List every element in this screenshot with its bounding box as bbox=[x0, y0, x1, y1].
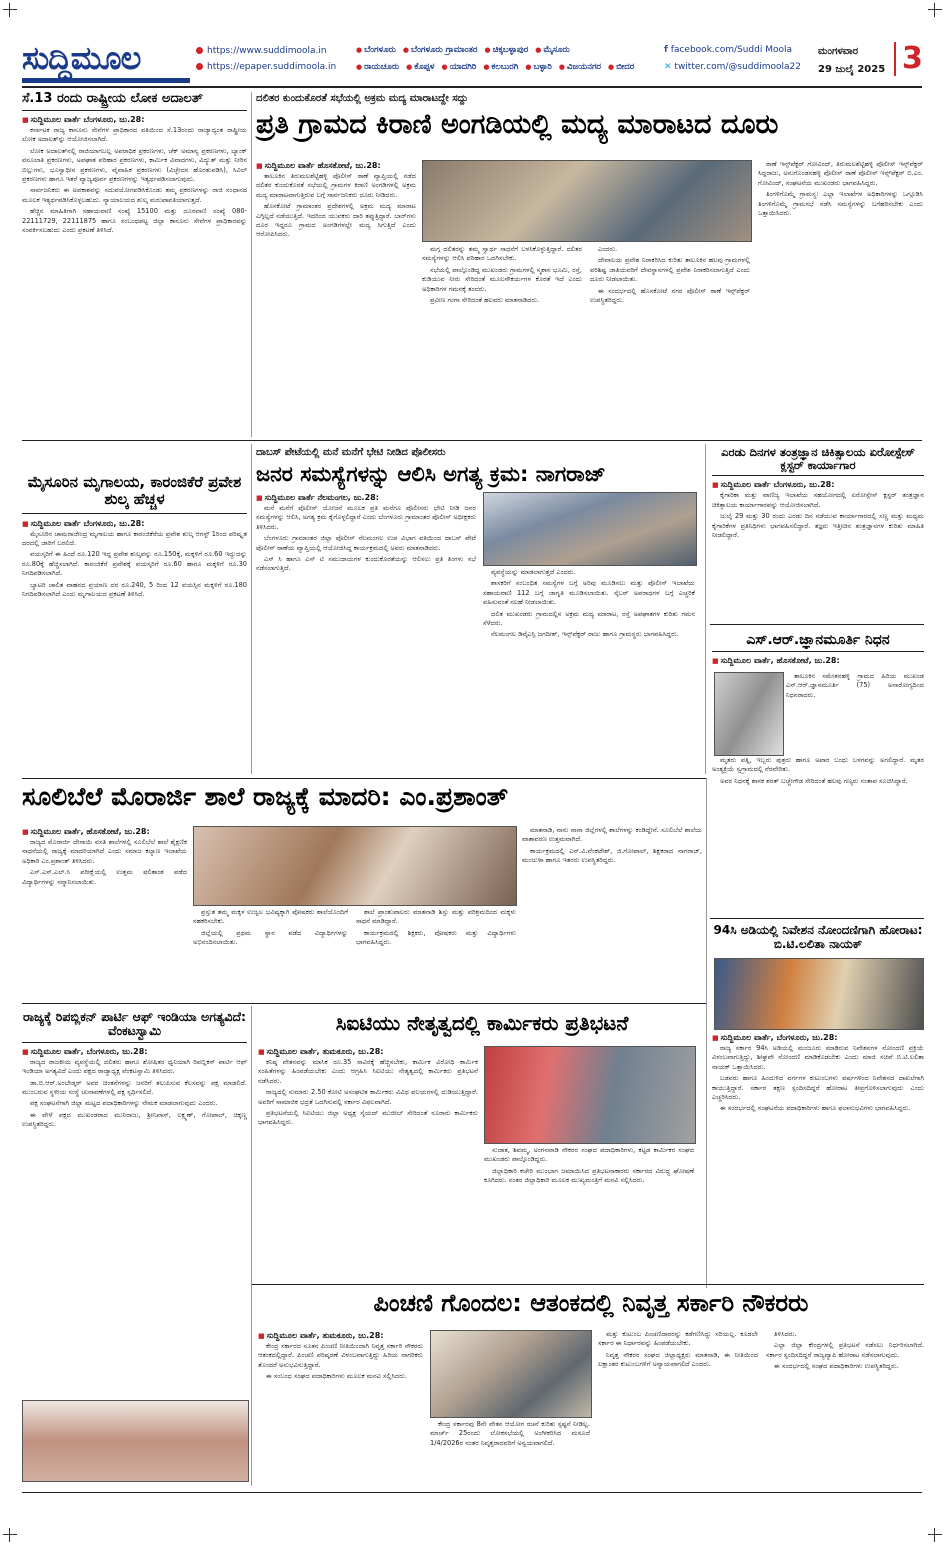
city-item[interactable]: ● ಬಳ್ಳಾರಿ bbox=[521, 62, 552, 72]
headline[interactable]: ಸೆ.13 ರಂದು ರಾಷ್ಟ್ರೀಯ ಲೋಕ ಅದಾಲತ್ bbox=[22, 91, 203, 106]
headline[interactable]: ಪಿಂಚಣಿ ಗೊಂದಲ: ಆತಂಕದಲ್ಲಿ ನಿವೃತ್ತ ಸರ್ಕಾರಿ ನೌಕರರು bbox=[373, 1289, 809, 1317]
sulibele-col-3: ಶಾಲೆ ಪ್ರಾಂಶುಪಾಲರು ಮಾತನಾಡಿ ಶಿಸ್ತು ಮತ್ತು ಪರಿಶ್ರಮದಿಂದ ಮಕ್ಕಳು ಸಾಧನೆ ಮಾಡಿದ್ದಾರೆ. ಕಾರ್ಯಕ್ರಮದಲ್ಲಿ ಶಿಕ್ಷಕರು, ಪೋಷಕರು ಮತ್ತು ವಿದ್ಯಾರ್ಥಿಗಳು ಭಾಗವಹಿಸಿದ್ದರು. bbox=[356, 908, 516, 947]
article-tech-center: ಎರಡು ದಿನಗಳ ತಂತ್ರಜ್ಞಾನ ಚಿಕಿತ್ಸಾಲಯ ಏರೋಸ್ಪೇಸ್ ಕ್ಲಸ್ಟರ್ ಕಾರ್ಯಾಗಾರ ■ ಸುದ್ದಿಮೂಲ ವಾರ್ತೆ ಬೆಂಗಳೂರು, ಜು.28: ಕೈಗಾರಿಕಾ ಮತ್ತು ವಾಣಿಜ್ಯ ಇಲಾಖೆಯ ಸಹಯೋಗದಲ್ಲಿ ಏರೋಸ್ಪೇಸ್ ಕ್ಲಸ್ಟರ್ ತಂತ್ರಜ್ಞಾನ ಚಿಕಿತ್ಸಾಲಯ ಕಾರ್ಯಾಗಾರವನ್ನು ಆಯೋಜಿಸಲಾಗಿದೆ. ಜುಲೈ 29 ಮತ್ತು 30 ರಂದು ಎರಡು ದಿನ ನಡೆಯುವ ಕಾರ್ಯಾಗಾರದಲ್ಲಿ ಸಣ್ಣ ಮತ್ತು ಮಧ್ಯಮ ಕೈಗಾರಿಕೆಗಳ ಪ್ರತಿನಿಧಿಗಳು ಭಾಗವಹಿಸಲಿದ್ದಾರೆ. ತಜ್ಞರು ಇತ್ತೀಚಿನ ತಂತ್ರಜ್ಞಾನಗಳ ಕುರಿತು ಮಾಹಿತಿ ನೀಡಲಿದ್ದಾರೆ. bbox=[712, 446, 924, 641]
column-rule bbox=[251, 444, 252, 774]
city-item[interactable]: ● ಕಲಬುರಗಿ bbox=[479, 62, 518, 72]
pension-col-2: ಕೇಂದ್ರ ಸರ್ಕಾರವು 8ನೇ ವೇತನ ಆಯೋಗ ರಚನೆ ಕುರಿತು ಸ್ಪಷ್ಟನೆ ನೀಡಿಲ್ಲ. ಮಾರ್ಚ್ 25ರಂದು ಲೋಕಸಭೆಯಲ್ಲಿ ಅಂಗೀಕರಿಸಿದ ಮಸೂದೆ 1/4/2026ರ ನಂತರ ನಿವೃತ್ತರಾದವರಿಗೆ ಅನ್ವಯವಾಗಲಿದೆ. bbox=[430, 1420, 590, 1447]
facebook-icon: f bbox=[664, 45, 668, 55]
issue-date: 29 ಜುಲೈ 2025 bbox=[818, 64, 886, 75]
column-rule bbox=[705, 444, 706, 774]
facebook-link[interactable]: f facebook.com/Suddi Moola bbox=[664, 45, 793, 55]
citu-col-2: ಸುಜಾತ, ಶಿವಮ್ಮ, ಅಂಗನವಾಡಿ ನೌಕರರ ಸಂಘದ ಪದಾಧಿಕಾರಿಗಳು, ಕಟ್ಟಡ ಕಾರ್ಮಿಕರ ಸಂಘದ ಮುಖಂಡರು ಪಾಲ್ಗೊಂಡಿದ್ದರು. ಜಿಲ್ಲಾಧಿಕಾರಿ ಕಚೇರಿ ಮುಂಭಾಗ ಜಮಾಯಿಸಿದ ಪ್ರತಿಭಟನಾಕಾರರು ಸರ್ಕಾರದ ವಿರುದ್ಧ ಘೋಷಣೆ ಕೂಗಿದರು. ನಂತರ ಜಿಲ್ಲಾಧಿಕಾರಿ ಮೂಲಕ ಮುಖ್ಯಮಂತ್ರಿಗೆ ಮನವಿ ಸಲ್ಲಿಸಿದರು. bbox=[484, 1146, 694, 1185]
pension-photo[interactable] bbox=[430, 1330, 592, 1418]
sulibele-col-1: ■ ಸುದ್ದಿಮೂಲ ವಾರ್ತೆ, ಹೊಸಕೋಟೆ, ಜು.28: ರಾಜ್ಯದ ಮೊರಾರ್ಜಿ ದೇಸಾಯಿ ವಸತಿ ಶಾಲೆಗಳಲ್ಲಿ ಸೂಲಿಬೆಲೆ ಶಾಲೆ ಶೈಕ್ಷಣಿಕ ಸಾಧನೆಯಲ್ಲಿ ರಾಜ್ಯಕ್ಕೆ ಮಾದರಿಯಾಗಿದೆ ಎಂದು ಸಮಾಜ ಕಲ್ಯಾಣ ಇಲಾಖೆಯ ಅಧಿಕಾರಿ ಎಂ.ಪ್ರಶಾಂತ್ ತಿಳಿಸಿದರು. ಎಸ್.ಎಸ್.ಎಲ್.ಸಿ ಪರೀಕ್ಷೆಯಲ್ಲಿ ಉತ್ತಮ ಫಲಿತಾಂಶ ಪಡೆದ ವಿದ್ಯಾರ್ಥಿಗಳನ್ನು ಸನ್ಮಾನಿಸಲಾಯಿತು. bbox=[22, 826, 187, 998]
citu-photo[interactable] bbox=[484, 1046, 696, 1144]
citu-col-1: ■ ಸುದ್ದಿಮೂಲ ವಾರ್ತೆ, ತುಮಕೂರು, ಜು.28: ಕನಿಷ್ಠ ವೇತನವನ್ನು ಮಾಸಿಕ ರೂ.35 ಸಾವಿರಕ್ಕೆ ಹೆಚ್ಚಿಸಬೇಕು, ಕಾರ್ಮಿಕ ವಿರೋಧಿ ಕಾರ್ಮಿಕ ಸಂಹಿತೆಗಳನ್ನು ಹಿಂಪಡೆಯಬೇಕು ಎಂದು ಆಗ್ರಹಿಸಿ ಸಿಐಟಿಯು ನೇತೃತ್ವದಲ್ಲಿ ಕಾರ್ಮಿಕರು ಪ್ರತಿಭಟನೆ ನಡೆಸಿದರು. ರಾಜ್ಯದಲ್ಲಿ ಸುಮಾರು 2.50 ಕೋಟಿ ಅಸಂಘಟಿತ ಕಾರ್ಮಿಕರು ವಿವಿಧ ವಲಯಗಳಲ್ಲಿ ದುಡಿಯುತ್ತಿದ್ದಾರೆ. ಅವರಿಗೆ ಸಾಮಾಜಿಕ ಭದ್ರತೆ ಒದಗಿಸುವಲ್ಲಿ ಸರ್ಕಾರ ವಿಫಲವಾಗಿದೆ. ಪ್ರತಿಭಟನೆಯಲ್ಲಿ ಸಿಐಟಿಯು ಜಿಲ್ಲಾ ಅಧ್ಯಕ್ಷ ಸೈಯದ್ ಮುಜೀಬ್ ಸೇರಿದಂತೆ ನೂರಾರು ಕಾರ್ಮಿಕರು ಭಾಗವಹಿಸಿದ್ದರು. bbox=[258, 1046, 478, 1286]
city-item[interactable]: ● ಬೀದರ bbox=[604, 62, 634, 72]
headline[interactable]: 94ಸಿ ಅಡಿಯಲ್ಲಿ ನಿವೇಶನ ನೋಂದಣಿಗಾಗಿ ಹೋರಾಟ: ಬಿ.ಟಿ.ಲಲಿತಾ ನಾಯಕ್ bbox=[713, 923, 923, 951]
twitter-icon: ✕ bbox=[664, 62, 672, 72]
crop-mark bbox=[928, 3, 942, 17]
article-republican: ರಾಜ್ಯಕ್ಕೆ ರಿಪಬ್ಲಿಕನ್ ಪಾರ್ಟಿ ಆಫ್ ಇಂಡಿಯಾ ಅಗತ್ಯವಿದೆ: ವೆಂಕಟಸ್ವಾಮಿ ■ ಸುದ್ದಿಮೂಲ ವಾರ್ತೆ, ಬೆಂಗಳೂರು, ಜು.28: ರಾಜ್ಯದ ರಾಜಕೀಯ ವ್ಯವಸ್ಥೆಯಲ್ಲಿ ದಲಿತರು ಹಾಗೂ ಶೋಷಿತರ ಧ್ವನಿಯಾಗಿ ರಿಪಬ್ಲಿಕನ್ ಪಾರ್ಟಿ ಆಫ್ ಇಂಡಿಯಾ ಅಗತ್ಯವಿದೆ ಎಂದು ಪಕ್ಷದ ರಾಜ್ಯಾಧ್ಯಕ್ಷ ವೆಂಕಟಸ್ವಾಮಿ ತಿಳಿಸಿದರು. ಡಾ.ಬಿ.ಆರ್.ಅಂಬೇಡ್ಕರ್ ಅವರ ಚಿಂತನೆಗಳನ್ನು ಜನರಿಗೆ ತಲುಪಿಸುವ ಕೆಲಸವನ್ನು ಪಕ್ಷ ಮಾಡಲಿದೆ. ಮುಂಬರುವ ಸ್ಥಳೀಯ ಸಂಸ್ಥೆ ಚುನಾವಣೆಗಳಲ್ಲಿ ಪಕ್ಷ ಸ್ಪರ್ಧಿಸಲಿದೆ. ಪಕ್ಷ ಸಂಘಟನೆಗಾಗಿ ಜಿಲ್ಲಾ ಮಟ್ಟದ ಪದಾಧಿಕಾರಿಗಳನ್ನು ನೇಮಕ ಮಾಡಲಾಗುವುದು ಎಂದರು. ಈ ವೇಳೆ ಪಕ್ಷದ ಮುಖಂಡರಾದ ಮುನಿರಾಜು, ಶ್ರೀನಿವಾಸ್, ಲಕ್ಷ್ಮಣ್, ಗೋಪಾಲ್, ಚಿಕ್ಕಣ್ಣ ಉಪಸ್ಥಿತರಿದ್ದರು. bbox=[22, 1010, 247, 1388]
obituary-col-b: ಮೃತರು ಪತ್ನಿ, ಇಬ್ಬರು ಪುತ್ರರು ಹಾಗೂ ಅಪಾರ ಬಂಧು ಬಳಗವನ್ನು ಅಗಲಿದ್ದಾರೆ. ಮೃತರ ಅಂತ್ಯಕ್ರಿಯೆ ಸ್ವಗ್ರಾಮದಲ್ಲಿ ನೆರವೇರಿತು. ಅವರ ನಿಧನಕ್ಕೆ ಶಾಸಕ ಶರತ್ ಬಚ್ಚೇಗೌಡ ಸೇರಿದಂತೆ ಹಲವು ಗಣ್ಯರು ಸಂತಾಪ ಸೂಚಿಸಿದ್ದಾರೆ. bbox=[712, 756, 924, 785]
byline: ■ ಸುದ್ದಿಮೂಲ ವಾರ್ತೆ ಬೆಂಗಳೂರು, ಜು.28: bbox=[22, 518, 247, 530]
headline[interactable]: ಎರಡು ದಿನಗಳ ತಂತ್ರಜ್ಞಾನ ಚಿಕಿತ್ಸಾಲಯ ಏರೋಸ್ಪೇಸ್ ಕ್ಲಸ್ಟರ್ ಕಾರ್ಯಾಗಾರ bbox=[721, 445, 915, 473]
city-item[interactable]: ● ಯಾದಗಿರಿ bbox=[438, 62, 477, 72]
section-rule bbox=[22, 778, 706, 779]
lead-col-3: ಎಂದರು. ದೇವಾಲಯ ಪ್ರವೇಶ ನಿರಾಕರಿಸಿದ ಕುರಿತು ತಾಲೂಕಿನ ಹಲವು ಗ್ರಾಮಗಳಲ್ಲಿ ಪರಿಶಿಷ್ಟ ಜಾತಿಯವರಿಗೆ ದೇವಸ್ಥಾನಗಳಲ್ಲಿ ಪ್ರವೇಶ ನಿರಾಕರಿಸಲಾಗುತ್ತಿದೆ ಎಂದು ದೂರು ನೀಡಲಾಯಿತು. ಈ ಸಂದರ್ಭದಲ್ಲಿ ಹೊಸಕೋಟೆ ನಗರ ಪೊಲೀಸ್ ಠಾಣೆ ಇನ್ಸ್‌ಪೆಕ್ಟರ್ ಉಪಸ್ಥಿತರಿದ್ದರು. bbox=[590, 245, 750, 305]
headline[interactable]: ರಾಜ್ಯಕ್ಕೆ ರಿಪಬ್ಲಿಕನ್ ಪಾರ್ಟಿ ಆಫ್ ಇಂಡಿಯಾ ಅಗತ್ಯವಿದೆ: ವೆಂಕಟಸ್ವಾಮಿ bbox=[22, 1009, 247, 1039]
city-item[interactable]: ● ಮೈಸೂರು bbox=[531, 45, 570, 55]
lead-photo[interactable] bbox=[422, 160, 752, 242]
crop-mark bbox=[928, 1528, 942, 1542]
page-number: 3 bbox=[894, 42, 923, 76]
masthead-logo[interactable]: ಸುದ್ದಿಮೂಲ bbox=[22, 38, 190, 83]
section-rule bbox=[22, 1003, 706, 1004]
column-rule bbox=[706, 778, 707, 1288]
headline[interactable]: ಎಸ್.ಆರ್.ಜ್ಞಾನಮೂರ್ತಿ ನಿಧನ bbox=[746, 632, 890, 648]
republican-photo[interactable] bbox=[22, 1400, 249, 1482]
article-janara bbox=[256, 446, 702, 486]
article-orata bbox=[712, 924, 924, 952]
byline: ■ ಸುದ್ದಿಮೂಲ ವಾರ್ತೆ ನೆಲಮಂಗಲ, ಜು.28: bbox=[256, 492, 476, 504]
obituary-portrait[interactable] bbox=[714, 672, 784, 756]
byline: ■ ಸುದ್ದಿಮೂಲ ವಾರ್ತೆ, ತುಮಕೂರು, ಜು.28: bbox=[258, 1046, 478, 1058]
column-rule bbox=[251, 1006, 252, 1486]
city-list-top bbox=[352, 45, 570, 55]
pension-col-1: ■ ಸುದ್ದಿಮೂಲ ವಾರ್ತೆ, ತುಮಕೂರು, ಜು.28: ಕೇಂದ್ರ ಸರ್ಕಾರದ ನೂತನ ಪಿಂಚಣಿ ನೀತಿಯಿಂದಾಗಿ ನಿವೃತ್ತ ಸರ್ಕಾರಿ ನೌಕರರು ಆತಂಕದಲ್ಲಿದ್ದಾರೆ. ಪಿಂಚಣಿ ಪರಿಷ್ಕರಣೆ ವಿಳಂಬವಾಗುತ್ತಿದ್ದು ಹಿರಿಯ ನಾಗರಿಕರು ತೊಂದರೆ ಅನುಭವಿಸುತ್ತಿದ್ದಾರೆ. ಈ ಸಂಬಂಧ ಸಂಘದ ಪದಾಧಿಕಾರಿಗಳು ಮೂಲಕ ಮನವಿ ಸಲ್ಲಿಸಿದರು. bbox=[258, 1330, 423, 1492]
headline[interactable]: ಜನರ ಸಮಸ್ಯೆಗಳನ್ನು ಆಲಿಸಿ ಅಗತ್ಯ ಕ್ರಮ: ನಾಗರಾಜ್ bbox=[256, 462, 606, 486]
byline: ■ ಸುದ್ದಿಮೂಲ ವಾರ್ತೆ, ಹೊಸಕೋಟೆ, ಜು.28: bbox=[22, 826, 187, 838]
epaper-icon bbox=[196, 63, 203, 70]
byline: ■ ಸುದ್ದಿಮೂಲ ವಾರ್ತೆ ಬೆಂಗಳೂರು, ಜು.28: bbox=[712, 479, 924, 491]
rule bbox=[22, 110, 247, 111]
article-obituary bbox=[712, 632, 924, 667]
city-item[interactable]: ● ರಾಯಚೂರು bbox=[352, 62, 399, 72]
bottom-rule bbox=[22, 1492, 922, 1493]
kicker: ದಾಬಸ್ ಪೇಟೆಯಲ್ಲಿ ಮನೆ ಮನೆಗೆ ಭೇಟಿ ನೀಡಿದ ಪೊಲೀಸರು bbox=[256, 447, 446, 458]
city-list-bottom bbox=[352, 62, 634, 72]
janara-col-2: ವ್ಯವಸ್ಥೆಯನ್ನು ಮಾಡಲಾಗುತ್ತದೆ ಎಂದರು. ಶಾಸಕರಿಗೆ ಸಂಬಂಧಿತ ಸಮಸ್ಯೆಗಳ ಬಗ್ಗೆ ಅರಿವು ಮೂಡಿಸಲು ಮತ್ತು ಪೊಲೀಸ್ ಇಲಾಖೆಯ ಸಹಾಯವಾಣಿ 112 ಬಗ್ಗೆ ಜಾಗೃತಿ ಮೂಡಿಸಲಾಯಿತು. ಸೈಬರ್ ಅಪರಾಧಗಳ ಬಗ್ಗೆ ಎಚ್ಚರಿಕೆ ವಹಿಸುವಂತೆ ಸಲಹೆ ನೀಡಲಾಯಿತು. ದಲಿತ ಮುಖಂಡರು ಗ್ರಾಮದಲ್ಲಿನ ಅಕ್ರಮ ಮದ್ಯ ಮಾರಾಟ, ರಸ್ತೆ ಅಪಘಾತಗಳ ಕುರಿತು ಗಮನ ಸೆಳೆದರು. ನೆಲಮಂಗಲ ಡಿವೈಎಸ್ಪಿ ಜಗದೀಶ್, ಇನ್ಸ್‌ಪೆಕ್ಟರ್ ರಾಜು ಹಾಗೂ ಗ್ರಾಮಸ್ಥರು ಭಾಗವಹಿಸಿದ್ದರು. bbox=[483, 568, 695, 639]
article-lead bbox=[256, 92, 924, 140]
crop-mark bbox=[3, 3, 17, 17]
city-item[interactable]: ● ಚಿಕ್ಕಬಳ್ಳಾಪುರ bbox=[480, 45, 528, 55]
section-rule bbox=[22, 440, 922, 441]
website-link[interactable]: https://www.suddimoola.in bbox=[196, 46, 327, 56]
byline: ■ ಸುದ್ದಿಮೂಲ ವಾರ್ತೆ ಬೆಂಗಳೂರು, ಜು.28: bbox=[22, 114, 247, 126]
city-item[interactable]: ● ಬೆಂಗಳೂರು bbox=[352, 45, 396, 55]
section-rule bbox=[252, 1284, 924, 1285]
crop-mark bbox=[3, 1528, 17, 1542]
issue-day: ಮಂಗಳವಾರ bbox=[818, 46, 859, 57]
pension-col-3: ಮತ್ತು ಕುಟುಂಬ ಪಿಂಚಣಿದಾರರನ್ನು ಕಡೆಗಣಿಸಿದ್ದು ಸರಿಯಲ್ಲ. ಕೂಡಲೇ ಸರ್ಕಾರ ಈ ನಿರ್ಧಾರವನ್ನು ಹಿಂಪಡೆಯಬೇಕು. ನಿವೃತ್ತ ನೌಕರರ ಸಂಘದ ಜಿಲ್ಲಾಧ್ಯಕ್ಷರು ಮಾತನಾಡಿ, ಈ ನೀತಿಯಿಂದ ಲಕ್ಷಾಂತರ ಕುಟುಂಬಗಳಿಗೆ ಅನ್ಯಾಯವಾಗಲಿದೆ ಎಂದರು. bbox=[598, 1330, 758, 1369]
masthead-rule bbox=[22, 86, 922, 88]
city-item[interactable]: ● ಬೆಂಗಳೂರು ಗ್ರಾಮಾಂತರ bbox=[399, 45, 478, 55]
web-icon bbox=[196, 47, 203, 54]
byline: ■ ಸುದ್ದಿಮೂಲ ವಾರ್ತೆ, ತುಮಕೂರು, ಜು.28: bbox=[258, 1330, 423, 1342]
byline: ■ ಸುದ್ದಿಮೂಲ ವಾರ್ತೆ, ಬೆಂಗಳೂರು, ಜು.28: bbox=[22, 1046, 247, 1058]
city-item[interactable]: ● ವಿಜಯನಗರ bbox=[555, 62, 601, 72]
twitter-link[interactable]: ✕ twitter.com/@suddimoola22 bbox=[664, 62, 801, 72]
column-rule bbox=[251, 92, 252, 437]
epaper-link[interactable]: https://epaper.suddimoola.in bbox=[196, 62, 336, 72]
byline: ■ ಸುದ್ದಿಮೂಲ ವಾರ್ತೆ, ಹೊಸಕೋಟೆ, ಜು.28: bbox=[712, 655, 924, 667]
orata-body: ■ ಸುದ್ದಿಮೂಲ ವಾರ್ತೆ, ಬೆಂಗಳೂರು, ಜು.28: ರಾಜ್ಯ ಸರ್ಕಾರ 94ಸಿ ಅಡಿಯಲ್ಲಿ ಮಂಜೂರು ಮಾಡಿರುವ ನಿವೇಶನಗಳ ನೋಂದಣಿ ಪ್ರಕ್ರಿಯೆ ವಿಳಂಬವಾಗುತ್ತಿದ್ದು, ಶೀಘ್ರವೇ ನೋಂದಣಿ ಮಾಡಿಕೊಡಬೇಕು ಎಂದು ಮಾಜಿ ಸಚಿವೆ ಬಿ.ಟಿ.ಲಲಿತಾ ನಾಯಕ್ ಒತ್ತಾಯಿಸಿದರು. ಬಡವರು ಹಾಗೂ ಹಿಂದುಳಿದ ವರ್ಗಗಳ ಕುಟುಂಬಗಳು ವರ್ಷಗಳಿಂದ ನಿವೇಶನದ ದಾಖಲೆಗಾಗಿ ಕಾಯುತ್ತಿದ್ದಾರೆ. ಸರ್ಕಾರ ತಕ್ಷಣ ಸ್ಪಂದಿಸದಿದ್ದರೆ ಹೋರಾಟ ತೀವ್ರಗೊಳಿಸಲಾಗುವುದು ಎಂದು ಎಚ್ಚರಿಸಿದರು. ಈ ಸಂದರ್ಭದಲ್ಲಿ ಸಂಘಟನೆಯ ಪದಾಧಿಕಾರಿಗಳು ಹಾಗೂ ಫಲಾನುಭವಿಗಳು ಭಾಗವಹಿಸಿದ್ದರು. bbox=[712, 1032, 924, 1284]
headline[interactable]: ಪ್ರತಿ ಗ್ರಾಮದ ಕಿರಾಣಿ ಅಂಗಡಿಯಲ್ಲಿ ಮದ್ಯ ಮಾರಾಟದ ದೂರು bbox=[256, 109, 779, 140]
pension-col-4: ತಿಳಿಸಿದರು. ಎಲ್ಲಾ ಜಿಲ್ಲಾ ಕೇಂದ್ರಗಳಲ್ಲಿ ಪ್ರತಿಭಟನೆ ನಡೆಸಲು ನಿರ್ಧರಿಸಲಾಗಿದೆ. ಸರ್ಕಾರ ಸ್ಪಂದಿಸದಿದ್ದರೆ ರಾಜ್ಯವ್ಯಾಪಿ ಹೋರಾಟ ನಡೆಸಲಾಗುವುದು. ಈ ಸಂದರ್ಭದಲ್ಲಿ ಸಂಘದ ಪದಾಧಿಕಾರಿಗಳು ಉಪಸ್ಥಿತರಿದ್ದರು. bbox=[766, 1330, 924, 1371]
lead-col-2: ಮಗ್ಗ ದಲಿತರನ್ನು ತಮ್ಮ ಸ್ವಾರ್ಥ ಸಾಧನೆಗೆ ಬಳಸಿಕೊಳ್ಳುತ್ತಿದ್ದಾರೆ. ದಲಿತರ ಸಮಸ್ಯೆಗಳನ್ನು ಆಲಿಸಿ ಪರಿಹಾರ ಒದಗಿಸಬೇಕು. ಸಭೆಯಲ್ಲಿ ಪಾಲ್ಗೊಂಡಿದ್ದ ಮುಖಂಡರು ಗ್ರಾಮಗಳಲ್ಲಿ ಸ್ಮಶಾನ ಭೂಮಿ, ರಸ್ತೆ, ಕುಡಿಯುವ ನೀರು ಸೇರಿದಂತೆ ಮೂಲಸೌಕರ್ಯಗಳ ಕೊರತೆ ಇದೆ ಎಂದು ಅಧಿಕಾರಿಗಳ ಗಮನಕ್ಕೆ ತಂದರು. ಪ್ರವೀಣ ಗಂಗಾ ಸೇರಿದಂತೆ ಹಲವರು ಮಾತನಾಡಿದರು. bbox=[422, 245, 582, 305]
byline: ■ ಸುದ್ದಿಮೂಲ ವಾರ್ತೆ ಹೊಸಕೋಟೆ, ಜು.28: bbox=[256, 160, 416, 172]
city-item[interactable]: ● ಕೊಪ್ಪಳ bbox=[402, 62, 434, 72]
obituary-col-a: ತಾಲೂಕಿನ ಸಮೇತನಹಳ್ಳಿ ಗ್ರಾಮದ ಹಿರಿಯ ಮುಖಂಡ ಎಸ್.ಆರ್.ಜ್ಞಾನಮೂರ್ತಿ (75) ಅನಾರೋಗ್ಯದಿಂದ ನಿಧನರಾದರು. bbox=[786, 672, 924, 699]
byline: ■ ಸುದ್ದಿಮೂಲ ವಾರ್ತೆ, ಬೆಂಗಳೂರು, ಜು.28: bbox=[712, 1032, 924, 1044]
article-lok-adalat bbox=[22, 92, 247, 456]
janara-col-1: ■ ಸುದ್ದಿಮೂಲ ವಾರ್ತೆ ನೆಲಮಂಗಲ, ಜು.28: ಮನೆ ಮನೆಗೆ ಪೊಲೀಸ್ ಯೋಜನೆ ಮೂಲಕ ಪ್ರತಿ ಮನೆಗೂ ಪೊಲೀಸರು ಭೇಟಿ ನೀಡಿ ಜನರ ಸಮಸ್ಯೆಗಳನ್ನು ಆಲಿಸಿ, ಅಗತ್ಯ ಕ್ರಮ ಕೈಗೊಳ್ಳಲಿದ್ದಾರೆ ಎಂದು ಬೆಂಗಳೂರು ಗ್ರಾಮಾಂತರ ಪೊಲೀಸ್ ಅಧೀಕ್ಷಕರು ತಿಳಿಸಿದರು. ಬೆಂಗಳೂರು ಗ್ರಾಮಾಂತರ ಜಿಲ್ಲಾ ಪೊಲೀಸ್ ನೆಲಮಂಗಲ ಉಪ ವಿಭಾಗ ವತಿಯಿಂದ ದಾಬಸ್ ಪೇಟೆ ಪೊಲೀಸ್ ಠಾಣೆಯ ವ್ಯಾಪ್ತಿಯಲ್ಲಿ ಆಯೋಜಿಸಿದ್ದ ಕಾರ್ಯಕ್ರಮದಲ್ಲಿ ಅವರು ಮಾತನಾಡಿದರು. ಎಸ್ ಸಿ ಹಾಗೂ ಎಸ್ ಟಿ ಸಮುದಾಯಗಳ ಕುಂದುಕೊರತೆಯನ್ನು ಆಲಿಸಲು ಪ್ರತಿ ತಿಂಗಳು ಸಭೆ ನಡೆಸಲಾಗುತ್ತಿದೆ. bbox=[256, 492, 476, 766]
article-body: ಮೈಸೂರಿನ ಚಾಮರಾಜೇಂದ್ರ ಮೃಗಾಲಯ ಹಾಗೂ ಕಾರಂಜಿಕೆರೆಯ ಪ್ರವೇಶ ಶುಲ್ಕ ಆಗಸ್ಟ್ 1ರಿಂದ ಪರಿಷ್ಕೃತ ದರದಲ್ಲಿ ಜಾರಿಗೆ ಬರಲಿದೆ. ವಯಸ್ಕರಿಗೆ ಈ ಹಿಂದೆ ರೂ.120 ಇದ್ದ ಪ್ರವೇಶ ಶುಲ್ಕವನ್ನು ರೂ.150ಕ್ಕೆ, ಮಕ್ಕಳಿಗೆ ರೂ.60 ಇದ್ದುದನ್ನು ರೂ.80ಕ್ಕೆ ಹೆಚ್ಚಿಸಲಾಗಿದೆ. ಕಾರಂಜಿಕೆರೆ ಪ್ರವೇಶಕ್ಕೆ ವಯಸ್ಕರಿಗೆ ರೂ.60 ಹಾಗೂ ಮಕ್ಕಳಿಗೆ ರೂ.30 ನಿಗದಿಪಡಿಸಲಾಗಿದೆ. ಬ್ಯಾಟರಿ ಚಾಲಿತ ವಾಹನದ ಪ್ರಯಾಣ ದರ ರೂ.240, 5 ರಿಂದ 12 ವಯಸ್ಸಿನ ಮಕ್ಕಳಿಗೆ ರೂ.180 ನಿಗದಿಪಡಿಸಲಾಗಿದೆ ಎಂದು ಮೃಗಾಲಯದ ಪ್ರಕಟಣೆ ತಿಳಿಸಿದೆ. bbox=[22, 529, 247, 598]
sulibele-col-4: ಮಾತನಾಡಿ, ನಾನು ನಾನಾ ಜಿಲ್ಲೆಗಳಲ್ಲಿ ಶಾಲೆಗಳನ್ನು ಕಂಡಿದ್ದೇನೆ. ಸೂಲಿಬೆಲೆ ಶಾಲೆಯ ವಾತಾವರಣ ಉತ್ತಮವಾಗಿದೆ. ಕಾರ್ಯಕ್ರಮದಲ್ಲಿ ಎಸ್.ವಿ.ವೆಂಕಟೇಶ್, ಜಿ.ಗೋಪಾಲ್, ಶಿಕ್ಷಕರಾದ ನಾಗರಾಜ್, ಮಂಜುಳಾ ಹಾಗೂ ಇತರರು ಉಪಸ್ಥಿತರಿದ್ದರು. bbox=[522, 826, 702, 865]
headline[interactable]: ಸಿಐಟಿಯು ನೇತೃತ್ವದಲ್ಲಿ ಕಾರ್ಮಿಕರು ಪ್ರತಿಭಟನೆ bbox=[335, 1011, 629, 1035]
article-mysore-zoo bbox=[22, 474, 247, 788]
headline[interactable]: ಸೂಲಿಬೆಲೆ ಮೊರಾರ್ಜಿ ಶಾಲೆ ರಾಜ್ಯಕ್ಕೆ ಮಾದರಿ: ಎಂ.ಪ್ರಶಾಂತ್ bbox=[22, 782, 509, 811]
sulibele-photo[interactable] bbox=[193, 826, 517, 906]
janara-photo[interactable] bbox=[483, 492, 697, 566]
headline[interactable]: ಮೈಸೂರಿನ ಮೃಗಾಲಯ, ಕಾರಂಜಿಕೆರೆ ಪ್ರವೇಶ ಶುಲ್ಕ ಹೆಚ್ಚಳ bbox=[27, 473, 242, 509]
lead-col-1: ■ ಸುದ್ದಿಮೂಲ ವಾರ್ತೆ ಹೊಸಕೋಟೆ, ಜು.28: ತಾಲೂಕಿನ ತಿರುಮಲಶೆಟ್ಟಿಹಳ್ಳಿ ಪೊಲೀಸ್ ಠಾಣೆ ವ್ಯಾಪ್ತಿಯಲ್ಲಿ ನಡೆದ ದಲಿತರ ಕುಂದುಕೊರತೆ ಸಭೆಯಲ್ಲಿ ಗ್ರಾಮಗಳ ಕಿರಾಣಿ ಅಂಗಡಿಗಳಲ್ಲಿ ಅಕ್ರಮ ಮದ್ಯ ಮಾರಾಟವಾಗುತ್ತಿರುವ ಬಗ್ಗೆ ಸಾರ್ವಜನಿಕರು ದೂರು ನೀಡಿದರು. ಹೊಸಕೋಟೆ ಗ್ರಾಮಾಂತರ ಪ್ರದೇಶಗಳಲ್ಲಿ ಅಕ್ರಮ ಮದ್ಯ ಮಾರಾಟ ಎಗ್ಗಿಲ್ಲದೆ ನಡೆಯುತ್ತಿದೆ. ಇದರಿಂದ ಯುವಕರು ದಾರಿ ತಪ್ಪುತ್ತಿದ್ದಾರೆ. ಬಾರ್‌ಗಳು ದೂರ ಇದ್ದರೂ ಗ್ರಾಮದ ಅಂಗಡಿಗಳಲ್ಲೇ ಮದ್ಯ ಸಿಗುತ್ತಿದೆ ಎಂದು ಆರೋಪಿಸಿದರು. bbox=[256, 160, 416, 434]
orata-photo[interactable] bbox=[714, 958, 924, 1030]
sulibele-col-2: ಪ್ರಸ್ತುತ ತಮ್ಮ ಮಕ್ಕಳ ಉಜ್ವಲ ಭವಿಷ್ಯಕ್ಕಾಗಿ ಪೋಷಕರು ಶಾಲೆಯೊಂದಿಗೆ ಸಹಕರಿಸಬೇಕು. ಜಿಲ್ಲೆಯಲ್ಲಿ ಪ್ರಥಮ ಸ್ಥಾನ ಪಡೆದ ವಿದ್ಯಾರ್ಥಿಗಳನ್ನು ಅಭಿನಂದಿಸಲಾಯಿತು. bbox=[193, 908, 348, 947]
kicker: ದಲಿತರ ಕುಂದುಕೊರತೆ ಸಭೆಯಲ್ಲಿ ಅಕ್ರಮ ಮದ್ಯ ಮಾರಾಟದ್ದೇ ಸದ್ದು bbox=[256, 93, 469, 104]
lead-col-4: ಠಾಣೆ ಇನ್ಸ್‌ಪೆಕ್ಟರ್ ಗೋವಿಂದ್, ತಿರುಮಲಶೆಟ್ಟಿಹಳ್ಳಿ ಪೊಲೀಸ್ ಇನ್ಸ್‌ಪೆಕ್ಟರ್ ಸಿದ್ದರಾಜು, ಅನುಗೊಂಡನಹಳ್ಳಿ ಪೊಲೀಸ್ ಠಾಣೆ ಪೊಲೀಸ್ ಇನ್ಸ್‌ಪೆಕ್ಟರ್ ಬಿ.ಎಂ. ಗೋವಿಂದ್, ಸಂಘಟನೆಯ ಮುಖಂಡರು ಭಾಗವಹಿಸಿದ್ದರು. ತಿಂಗಳಿಗೊಮ್ಮೆ ಗ್ರಾಮಸ್ಥ: ಎಲ್ಲಾ ಇಲಾಖೆಗಳ ಅಧಿಕಾರಿಗಳನ್ನು ಒಗ್ಗೂಡಿಸಿ ತಿಂಗಳಿಗೊಮ್ಮೆ ಗ್ರಾಮಸಭೆ ನಡೆಸಿ ಸಮಸ್ಯೆಗಳನ್ನು ಬಗೆಹರಿಸಬೇಕು ಎಂದು ಒತ್ತಾಯಿಸಿದರು. bbox=[758, 160, 923, 218]
article-body: ಕರ್ನಾಟಕ ರಾಜ್ಯ ಕಾನೂನು ಸೇವೆಗಳ ಪ್ರಾಧಿಕಾರದ ವತಿಯಿಂದ ಸೆ.13ರಂದು ರಾಜ್ಯಾದ್ಯಂತ ರಾಷ್ಟ್ರೀಯ ಲೋಕ ಅದಾಲತ್‌ನ್ನು ಆಯೋಜಿಸಲಾಗಿದೆ. ಲೋಕ ಅದಾಲತ್‌ನಲ್ಲಿ ರಾಜಿಯಾಗಬಲ್ಲ ಅಪರಾಧಿಕ ಪ್ರಕರಣಗಳು, ಚೆಕ್ ಅಮಾನ್ಯ ಪ್ರಕರಣಗಳು, ಬ್ಯಾಂಕ್ ವಸೂಲಾತಿ ಪ್ರಕರಣಗಳು, ಅಪಘಾತ ಪರಿಹಾರ ಪ್ರಕರಣಗಳು, ಕಾರ್ಮಿಕ ವಿವಾದಗಳು, ವಿದ್ಯುತ್ ಮತ್ತು ನೀರಿನ ಬಿಲ್ಲುಗಳು, ಭೂಸ್ವಾಧೀನ ಪ್ರಕರಣಗಳು, ವೈವಾಹಿಕ ಪ್ರಕರಣಗಳು (ವಿಚ್ಛೇದನ ಹೊರತುಪಡಿಸಿ), ಸಿವಿಲ್ ಪ್ರಕರಣಗಳು ಹಾಗೂ ಇತರೆ ವ್ಯಾಜ್ಯಪೂರ್ವ ಪ್ರಕರಣಗಳನ್ನು ಇತ್ಯರ್ಥಪಡಿಸಲಾಗುವುದು. ಸಾರ್ವಜನಿಕರು ಈ ಅವಕಾಶವನ್ನು ಸದುಪಯೋಗಪಡಿಸಿಕೊಂಡು ತಮ್ಮ ಪ್ರಕರಣಗಳನ್ನು ರಾಜಿ ಸಂಧಾನದ ಮೂಲಕ ಇತ್ಯರ್ಥಪಡಿಸಿಕೊಳ್ಳಬಹುದು. ನ್ಯಾಯಾಲಯದ ಶುಲ್ಕ ಮರುಪಾವತಿಯಾಗುತ್ತದೆ. ಹೆಚ್ಚಿನ ಮಾಹಿತಿಗಾಗಿ ಸಹಾಯವಾಣಿ ಸಂಖ್ಯೆ 15100 ಮತ್ತು ದೂರವಾಣಿ ಸಂಖ್ಯೆ 080-22111729, 22111875 ಹಾಗೂ ಸಂಬಂಧಪಟ್ಟ ಜಿಲ್ಲಾ ಕಾನೂನು ಸೇವೆಗಳ ಪ್ರಾಧಿಕಾರವನ್ನು ಸಂಪರ್ಕಿಸಬಹುದು ಎಂದು ಪ್ರಕಟಣೆ ತಿಳಿಸಿದೆ. bbox=[22, 125, 247, 234]
